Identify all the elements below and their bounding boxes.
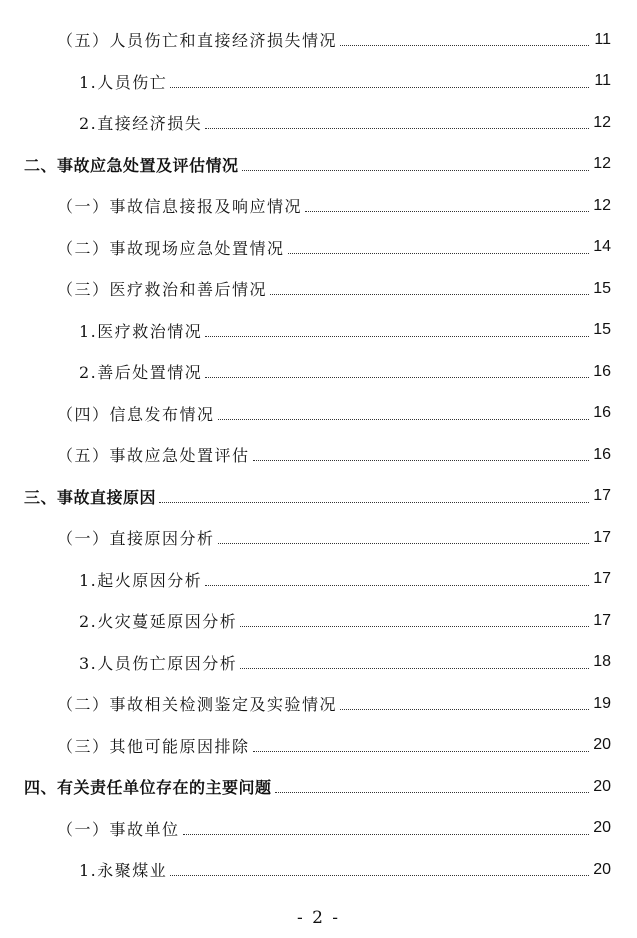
toc-entry-title: （五）人员伤亡和直接经济损失情况 (57, 31, 338, 51)
toc-entry-page-number: 16 (593, 362, 611, 380)
dot-leader (170, 875, 589, 876)
toc-entry-page-number: 19 (593, 694, 611, 712)
dot-leader (218, 419, 589, 420)
toc-entry[interactable] (0, 517, 637, 559)
toc-entry-title: 2.火灾蔓延原因分析 (79, 612, 238, 632)
dot-leader (183, 834, 589, 835)
toc-entry[interactable] (0, 144, 637, 186)
dot-leader (253, 751, 589, 752)
toc-entry-page-number: 20 (593, 736, 611, 754)
toc-entry-title: 1.起火原因分析 (79, 570, 203, 590)
toc-entry-page-number: 12 (593, 196, 611, 214)
toc-entry-title: 1.永聚煤业 (79, 861, 168, 881)
toc-entry-title: 1.医疗救治情况 (79, 321, 203, 341)
toc-entry[interactable] (0, 642, 637, 684)
dot-leader (170, 87, 589, 88)
dot-leader (205, 336, 589, 337)
toc-entry[interactable] (0, 19, 637, 61)
toc-entry-page-number: 20 (593, 819, 611, 837)
toc-entry-title: （四）信息发布情况 (57, 404, 215, 424)
toc-entry-title: 2.直接经济损失 (79, 114, 203, 134)
toc-entry[interactable] (0, 683, 637, 725)
toc-entry-title: 四、有关责任单位存在的主要问题 (24, 778, 272, 798)
toc-entry-page-number: 14 (593, 238, 611, 256)
toc-entry-title: 二、事故应急处置及评估情况 (24, 155, 239, 175)
toc-entry-page-number: 20 (593, 860, 611, 878)
toc-entry[interactable] (0, 310, 637, 352)
toc-entry-page-number: 17 (593, 611, 611, 629)
dot-leader (275, 792, 589, 793)
toc-entry[interactable] (0, 766, 637, 808)
toc-entry-title: （一）事故单位 (57, 819, 180, 839)
dot-leader (340, 45, 589, 46)
dot-leader (205, 377, 589, 378)
dot-leader (340, 709, 589, 710)
dot-leader (240, 668, 589, 669)
dot-leader (240, 626, 589, 627)
toc-entry-title: （二）事故相关检测鉴定及实验情况 (57, 695, 338, 715)
dot-leader (242, 170, 589, 171)
toc-entry-page-number: 17 (593, 528, 611, 546)
toc-entry[interactable] (0, 227, 637, 269)
toc-entry-title: 1.人员伤亡 (79, 72, 168, 92)
toc-entry[interactable] (0, 434, 637, 476)
toc-entry[interactable] (0, 268, 637, 310)
dot-leader (218, 543, 589, 544)
toc-entry-title: 2.善后处置情况 (79, 363, 203, 383)
toc-entry-title: （一）直接原因分析 (57, 529, 215, 549)
dot-leader (288, 253, 589, 254)
dot-leader (159, 502, 589, 503)
toc-entry[interactable] (0, 393, 637, 435)
toc-entry-title: 三、事故直接原因 (24, 487, 157, 507)
toc-entry-page-number: 17 (593, 570, 611, 588)
toc-entry-page-number: 15 (593, 279, 611, 297)
toc-entry-page-number: 20 (593, 777, 611, 795)
toc-entry[interactable] (0, 600, 637, 642)
toc-entry-page-number: 11 (594, 30, 611, 48)
toc-entry-title: （五）事故应急处置评估 (57, 446, 250, 466)
dot-leader (205, 585, 589, 586)
toc-entry-title: （三）医疗救治和善后情况 (57, 280, 268, 300)
toc-entry[interactable] (0, 559, 637, 601)
dot-leader (270, 294, 589, 295)
toc-entry[interactable] (0, 102, 637, 144)
toc-entry[interactable] (0, 476, 637, 518)
dot-leader (205, 128, 589, 129)
dot-leader (305, 211, 589, 212)
toc-entry[interactable] (0, 725, 637, 767)
toc-entry-page-number: 11 (594, 72, 611, 90)
toc-entry-page-number: 15 (593, 321, 611, 339)
toc-entry[interactable] (0, 351, 637, 393)
toc-entry-title: （一）事故信息接报及响应情况 (57, 197, 303, 217)
toc-entry-page-number: 16 (593, 404, 611, 422)
toc-entry-title: （二）事故现场应急处置情况 (57, 238, 285, 258)
toc-entry-title: （三）其他可能原因排除 (57, 736, 250, 756)
toc-entry-title: 3.人员伤亡原因分析 (79, 653, 238, 673)
toc-entry-page-number: 18 (593, 653, 611, 671)
toc-entry[interactable] (0, 185, 637, 227)
toc-entry[interactable] (0, 808, 637, 850)
toc-entry-page-number: 12 (593, 113, 611, 131)
toc-entry[interactable] (0, 61, 637, 103)
page-number: - 2 - (296, 908, 341, 928)
toc-entry[interactable] (0, 849, 637, 891)
table-of-contents (0, 19, 637, 891)
toc-entry-page-number: 17 (593, 487, 611, 505)
toc-entry-page-number: 16 (593, 445, 611, 463)
dot-leader (253, 460, 589, 461)
toc-entry-page-number: 12 (593, 155, 611, 173)
